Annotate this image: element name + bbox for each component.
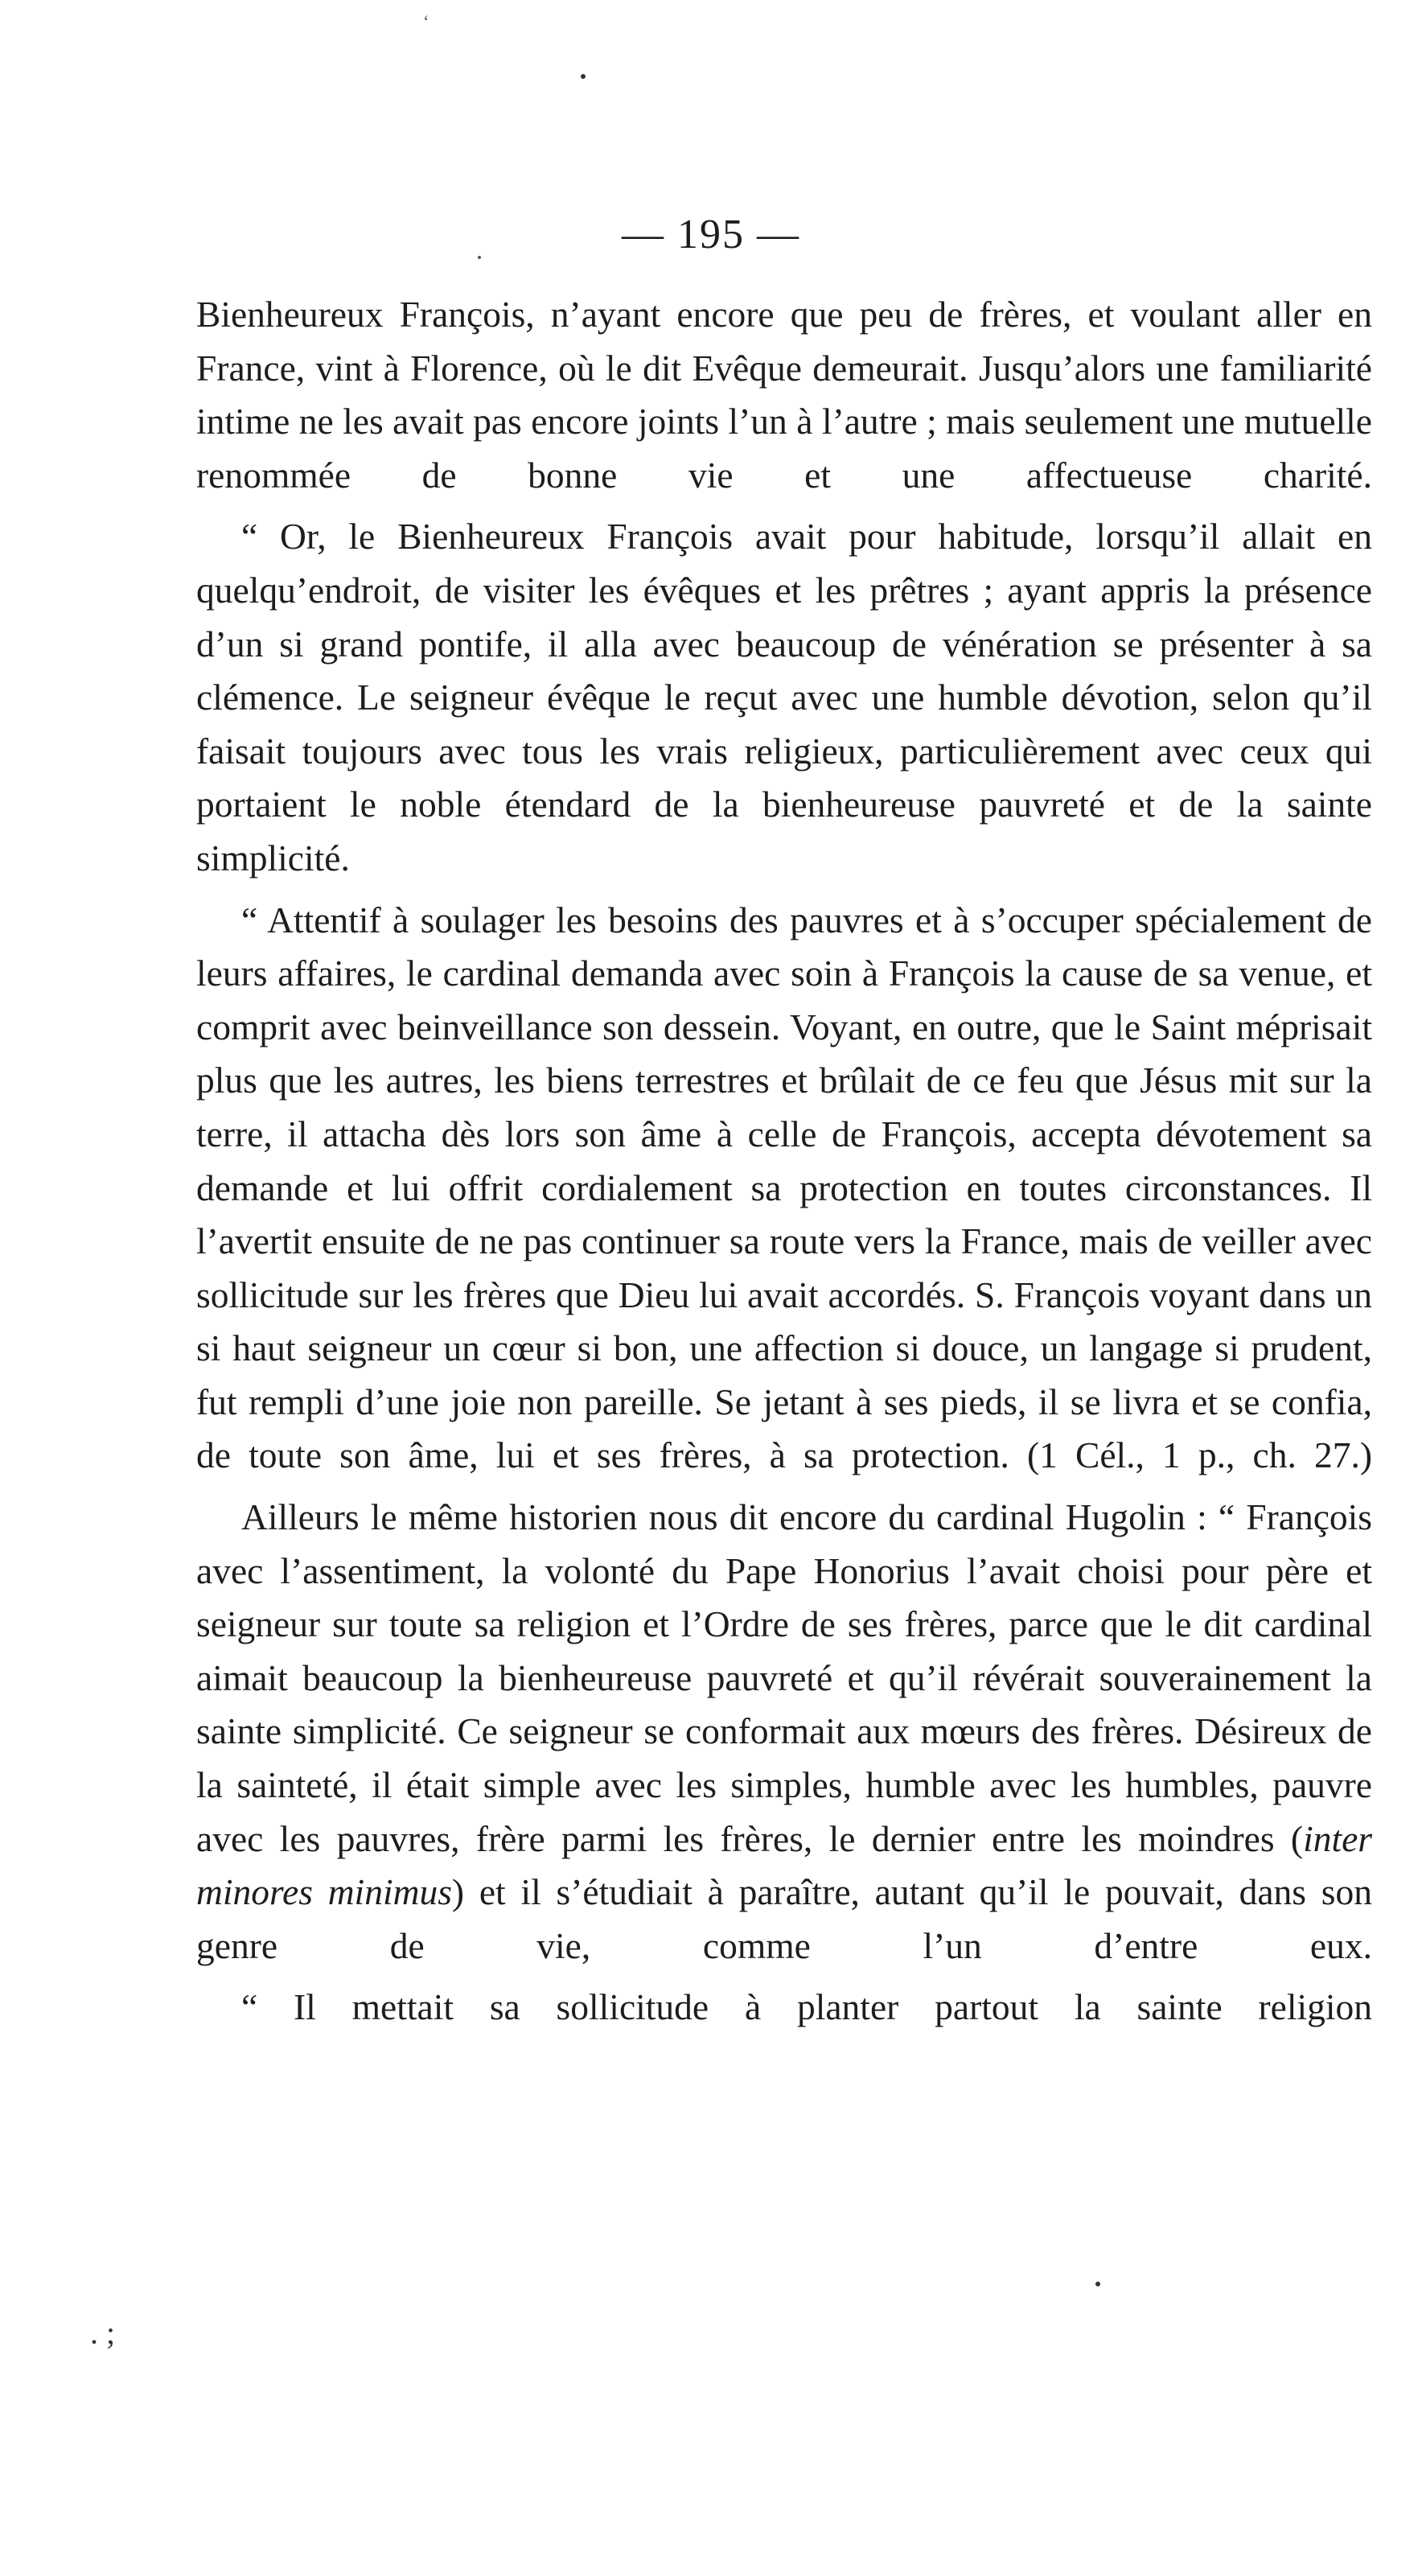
- page-number: — 195 —: [622, 212, 800, 257]
- latin-phrase: inter minores minimus: [196, 1817, 1372, 1913]
- paragraph-4-text-b: ) et il s’étudiait à paraître, autant qu’il le pouvait, dans son genre de vie, comme l’un d’entre eux.: [196, 1871, 1372, 1966]
- stray-dot: [581, 74, 586, 79]
- body-text: [196, 288, 1372, 2035]
- paragraph-3: “ Attentif à soulager les besoins des pauvres et à s’occuper spécialement de leurs affaires, le cardinal demanda avec soin à François la cause de sa venue, et comprit avec beinveillance son dessein. Voyant, en outre, que le Saint méprisait plus que les autres, les biens terrestres et brûlait de ce feu que Jésus mit sur la terre, il attacha dès lors son âme à celle de François, accepta dévotement sa demande et lui offrit cordialement sa protection en toutes circonstances. Il l’avertit ensuite de ne pas continuer sa route vers la France, mais de veiller avec sollicitude sur les frères que Dieu lui avait accordés. S. François voyant dans un si haut seigneur un cœur si bon, une affection si douce, un langage si prudent, fut rempli d’une joie non pareille. Se jetant à ses pieds, il se livra et se confia, de toute son âme, lui et ses frères, à sa protection. (1 Cél., 1 p., ch. 27.): [196, 899, 1372, 1476]
- paragraph-5: “ Il mettait sa sollicitude à planter partout la sainte religion: [241, 1986, 1372, 2028]
- paragraph-4: [196, 1491, 1372, 1973]
- paragraph-2: “ Or, le Bienheureux François avait pour habitude, lorsqu’il allait en quelqu’endroit, de visiter les évêques et les prêtres ; ayant appris la présence d’un si grand pontife, il alla avec beaucoup de vénération se présenter à sa clémence. Le seigneur évêque le reçut avec une humble dévotion, selon qu’il faisait toujours avec tous les vrais religieux, particulièrement avec ceux qui portaient le noble étendard de la bienheureuse pauvreté et de la sainte simplicité.: [196, 516, 1372, 879]
- stray-mark: ‘: [423, 11, 429, 31]
- paragraph-4-text-a: Ailleurs le même historien nous dit encore du cardinal Hugolin : “ François avec l’assentiment, la volonté du Pape Honorius l’avait choisi pour père et seigneur sur toute sa religion et l’Ordre de ses frères, parce que le dit cardinal aimait beaucoup la bienheureuse pauvreté et qu’il révérait souverainement la sainte simplicité. Ce seigneur se conformait aux mœurs des frères. Désireux de la sainteté, il était simple avec les simples, humble avec les humbles, pauvre avec les pauvres, frère parmi les frères, le dernier entre les moindres (: [196, 1496, 1372, 1859]
- margin-mark: . ;: [90, 2315, 116, 2351]
- stray-dot: [1095, 2282, 1100, 2286]
- paragraph-1: Bienheureux François, n’ayant encore que peu de frères, et voulant aller en France, vint à Florence, où le dit Evêque demeurait. Jusqu’alors une familiarité intime ne les avait pas encore joints l’un à l’autre ; mais seulement une mutuelle renommée de bonne vie et une affectueuse charité.: [196, 294, 1372, 496]
